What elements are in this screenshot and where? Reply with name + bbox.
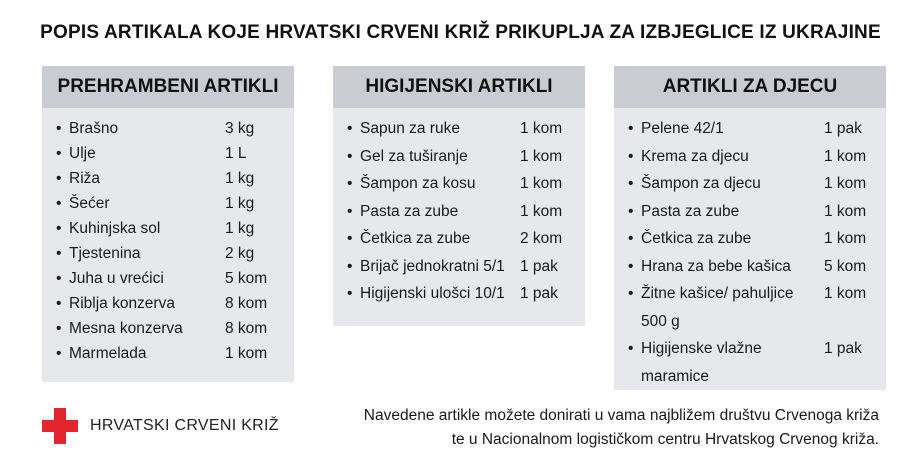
list-item xyxy=(614,280,886,335)
list-item xyxy=(42,341,294,366)
list-item xyxy=(614,170,886,198)
item-quantity: 1 kom xyxy=(824,230,867,247)
item-quantity: 1 pak xyxy=(824,120,862,137)
item-quantity: 1 L xyxy=(225,145,247,162)
item-quantity: 1 kom xyxy=(520,175,563,192)
item-name: • Četkica za zube xyxy=(360,225,470,253)
list-item xyxy=(333,280,585,308)
item-name: • Hrana za bebe kašica xyxy=(641,253,791,281)
list-item xyxy=(614,143,886,171)
list-item xyxy=(42,141,294,166)
list-item xyxy=(333,253,585,281)
item-name: • Higijenske vlažne maramice xyxy=(641,335,816,390)
item-name: • Pasta za zube xyxy=(360,198,458,226)
red-cross-logo xyxy=(42,408,279,444)
list-item xyxy=(333,143,585,171)
food-items-card xyxy=(42,66,294,382)
list-item xyxy=(333,198,585,226)
card-list xyxy=(614,108,886,404)
item-quantity: 1 kom xyxy=(824,285,867,302)
item-name: • Higijenski ulošci 10/1 xyxy=(360,280,505,308)
logo-text: HRVATSKI CRVENI KRIŽ xyxy=(90,417,279,434)
item-name: • Riblja konzerva xyxy=(69,291,175,316)
item-quantity: 5 kom xyxy=(824,257,867,275)
item-quantity: 1 kom xyxy=(824,202,867,220)
item-name: • Šećer xyxy=(69,191,110,216)
card-list xyxy=(333,108,585,322)
list-item xyxy=(614,225,886,253)
list-item xyxy=(614,253,886,281)
card-header: ARTIKLI ZA DJECU xyxy=(614,66,886,108)
item-quantity: 2 kg xyxy=(225,245,255,262)
item-name: • Žitne kašice/ pahuljice 500 g xyxy=(641,280,816,335)
list-item xyxy=(42,166,294,191)
card-header: PREHRAMBENI ARTIKLI xyxy=(42,66,294,108)
item-name: • Kuhinjska sol xyxy=(69,216,160,241)
list-item xyxy=(333,115,585,143)
item-quantity: 3 kg xyxy=(225,120,255,137)
item-quantity: 1 kom xyxy=(520,147,563,165)
item-name: • Riža xyxy=(69,166,100,191)
item-quantity: 8 kom xyxy=(225,295,268,312)
page-title: POPIS ARTIKALA KOJE HRVATSKI CRVENI KRIŽ PRIKUPLJA ZA IZBJEGLICE IZ UKRAJINE xyxy=(40,22,881,43)
donation-note-line: te u Nacionalnom logističkom centru Hrvatskog Crvenog križa. xyxy=(451,431,879,448)
list-item xyxy=(333,225,585,253)
item-name: • Brašno xyxy=(69,116,118,141)
list-item xyxy=(42,316,294,341)
card-list xyxy=(42,108,294,380)
list-item xyxy=(42,291,294,316)
red-cross-icon xyxy=(42,408,78,444)
item-quantity: 1 pak xyxy=(520,285,558,302)
item-quantity: 1 kg xyxy=(225,220,255,237)
list-item xyxy=(614,198,886,226)
list-item xyxy=(42,266,294,291)
hygiene-items-card xyxy=(333,66,585,326)
list-item xyxy=(614,115,886,143)
item-quantity: 1 kg xyxy=(225,195,255,212)
item-quantity: 1 pak xyxy=(520,257,558,275)
item-name: • Sapun za ruke xyxy=(360,115,460,143)
list-item xyxy=(42,191,294,216)
item-quantity: 1 kom xyxy=(225,345,268,362)
item-name: • Šampon za djecu xyxy=(641,170,761,198)
item-quantity: 1 kom xyxy=(520,120,563,137)
item-name: • Ulje xyxy=(69,141,96,166)
list-item xyxy=(42,241,294,266)
item-name: • Krema za djecu xyxy=(641,143,749,171)
item-name: • Brijač jednokratni 5/1 xyxy=(360,253,505,281)
children-items-card xyxy=(614,66,886,390)
item-name: • Mesna konzerva xyxy=(69,316,183,341)
item-quantity: 1 kom xyxy=(520,202,563,220)
card-header: HIGIJENSKI ARTIKLI xyxy=(333,66,585,108)
item-quantity: 5 kom xyxy=(225,270,268,287)
donation-note xyxy=(364,404,879,452)
item-name: • Pasta za zube xyxy=(641,198,739,226)
item-quantity: 1 kg xyxy=(225,170,255,187)
item-quantity: 8 kom xyxy=(225,320,268,337)
list-item xyxy=(614,335,886,390)
item-name: • Šampon za kosu xyxy=(360,170,475,198)
list-item xyxy=(42,216,294,241)
item-quantity: 1 kom xyxy=(824,147,867,165)
item-quantity: 2 kom xyxy=(520,230,563,247)
item-name: • Juha u vrećici xyxy=(69,266,164,291)
item-quantity: 1 kom xyxy=(824,175,867,192)
item-name: • Gel za tuširanje xyxy=(360,143,468,171)
item-name: • Četkica za zube xyxy=(641,225,751,253)
list-item xyxy=(333,170,585,198)
item-quantity: 1 pak xyxy=(824,340,862,357)
donation-note-line: Navedene artikle možete donirati u vama najbližem društvu Crvenoga križa xyxy=(363,407,879,424)
item-name: • Marmelada xyxy=(69,341,147,366)
item-name: • Pelene 42/1 xyxy=(641,115,724,143)
item-name: • Tjestenina xyxy=(69,241,141,266)
list-item xyxy=(42,116,294,141)
